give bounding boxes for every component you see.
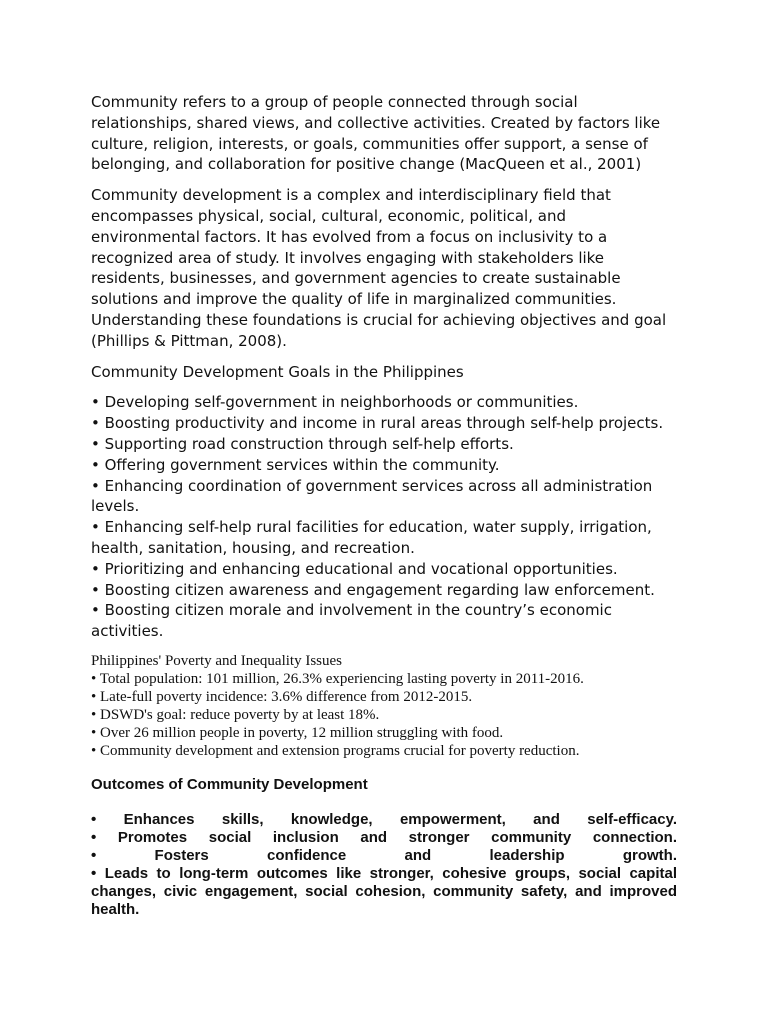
poverty-item: • Total population: 101 million, 26.3% experiencing lasting poverty in 2011-2016.	[91, 670, 584, 687]
goal-item: • Developing self-government in neighborhoods or communities.	[91, 393, 579, 412]
poverty-heading: Philippines' Poverty and Inequality Issues	[91, 652, 343, 669]
goals-list	[91, 392, 677, 642]
poverty-item: • Late-full poverty incidence: 3.6% difference from 2012-2015.	[91, 688, 473, 705]
document-page	[91, 92, 677, 919]
poverty-item: • Community development and extension programs crucial for poverty reduction.	[91, 742, 580, 759]
paragraph-community-definition: Community refers to a group of people connected through social relationships, shared views, and collective activities. Created by factors like culture, religion, interests, or goals, communities offer support, a sense of belonging, and collaboration for positive change (MacQueen et al., 2001)	[91, 93, 661, 174]
goal-item: • Enhancing coordination of government services across all administration levels.	[91, 476, 653, 516]
goal-item: • Supporting road construction through self-help efforts.	[91, 434, 514, 453]
outcomes-heading: Outcomes of Community Development	[91, 775, 368, 793]
poverty-item: • Over 26 million people in poverty, 12 million struggling with food.	[91, 724, 504, 741]
goal-item: • Boosting citizen morale and involvement in the country’s economic activities.	[91, 601, 612, 641]
outcomes-list	[91, 811, 677, 919]
poverty-item: • DSWD's goal: reduce poverty by at least 18%.	[91, 706, 380, 723]
goals-heading: Community Development Goals in the Philippines	[91, 362, 464, 381]
goal-item: • Offering government services within the community.	[91, 455, 500, 474]
goal-item: • Enhancing self-help rural facilities for education, water supply, irrigation, health, sanitation, housing, and recreation.	[91, 518, 652, 557]
poverty-section	[91, 652, 677, 760]
outcome-item: • Fosters confidence and leadership growth.	[91, 846, 677, 864]
outcome-item: • Leads to long-term outcomes like stronger, cohesive groups, social capital changes, civic engagement, social cohesion, community safety, and improved health.	[91, 864, 677, 918]
outcome-item: • Enhances skills, knowledge, empowerment, and self-efficacy.	[91, 810, 677, 828]
intro-text	[91, 92, 677, 642]
goal-item: • Boosting citizen awareness and engagement regarding law enforcement.	[91, 580, 655, 599]
outcome-item: • Promotes social inclusion and stronger community connection.	[91, 828, 677, 846]
goal-item: • Prioritizing and enhancing educational and vocational opportunities.	[91, 559, 618, 578]
paragraph-community-development: Community development is a complex and interdisciplinary field that encompasses physical, social, cultural, economic, political, and environmental factors. It has evolved from a focus on inclusivity to a recognized area of study. It involves engaging with stakeholders like residents, businesses, and government agencies to create sustainable solutions and improve the quality of life in marginalized communities. Understanding these foundations is crucial for achieving objectives and goal (Phillips & Pittman, 2008).	[91, 186, 667, 350]
goal-item: • Boosting productivity and income in rural areas through self-help projects.	[91, 414, 664, 433]
